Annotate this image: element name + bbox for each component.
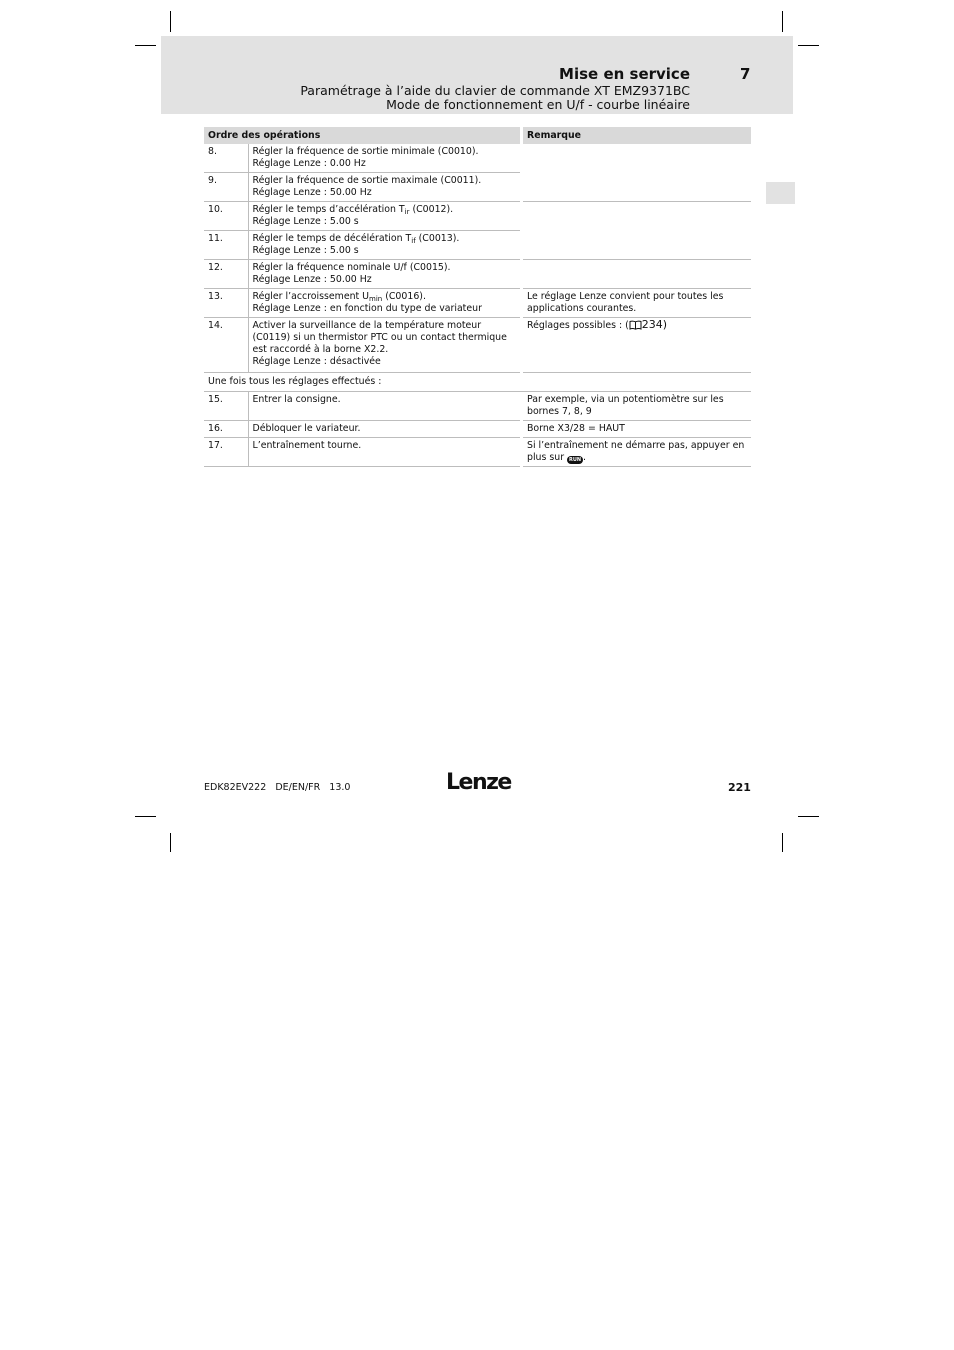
column-header-remark: Remarque xyxy=(523,127,751,144)
step-remark xyxy=(523,202,751,260)
lenze-logo: Lenze xyxy=(446,770,511,795)
crop-mark xyxy=(135,816,156,817)
step-number: 12. xyxy=(204,260,248,289)
chapter-number: 7 xyxy=(740,65,751,83)
book-icon xyxy=(629,320,642,330)
crop-mark xyxy=(798,816,819,817)
section-subtitle: Mode de fonctionnement en U/f - courbe linéaire xyxy=(386,97,690,112)
operations-table xyxy=(204,127,751,467)
crop-mark xyxy=(170,833,171,852)
section-subtitle: Paramétrage à l’aide du clavier de commande XT EMZ9371BC xyxy=(300,83,690,98)
step-operation: Activer la surveillance de la température moteur (C0119) si un thermistor PTC ou un contact thermique est raccordé à la borne X2.2. Réglage Lenze : désactivée xyxy=(248,318,520,373)
step-operation: Régler le temps de décélération $T_{if}$ (C0013). Réglage Lenze : 5.00 s xyxy=(248,231,520,260)
crop-mark xyxy=(782,833,783,852)
step-operation: L’entraînement tourne. xyxy=(248,438,520,467)
step-number: 11. xyxy=(204,231,248,260)
page-number: 221 xyxy=(728,781,751,794)
step-remark: Par exemple, via un potentiomètre sur les bornes 7, 8, 9 xyxy=(523,392,751,421)
table-note-row xyxy=(204,373,751,392)
crop-mark xyxy=(170,11,171,32)
step-remark: Borne X3/28 = HAUT xyxy=(523,421,751,438)
document-reference: EDK82EV222 DE/EN/FR 13.0 xyxy=(204,782,351,793)
step-number: 16. xyxy=(204,421,248,438)
table-row xyxy=(204,318,751,373)
step-operation: Régler le temps d’accélération $T_{ir}$ (C0012). Réglage Lenze : 5.00 s xyxy=(248,202,520,231)
step-remark: Réglages possibles : ( 234) xyxy=(523,318,751,373)
column-header-operations: Ordre des opérations xyxy=(204,127,520,144)
step-number: 9. xyxy=(204,173,248,202)
step-number: 8. xyxy=(204,144,248,173)
step-remark xyxy=(523,144,751,202)
step-number: 17. xyxy=(204,438,248,467)
table-row xyxy=(204,392,751,421)
step-number: 15. xyxy=(204,392,248,421)
step-remark: Le réglage Lenze convient pour toutes les applications courantes. xyxy=(523,289,751,318)
step-number: 14. xyxy=(204,318,248,373)
table-note: Une fois tous les réglages effectués : xyxy=(204,373,751,392)
step-remark: Si l’entraînement ne démarre pas, appuyer en plus sur RUN . xyxy=(523,438,751,467)
step-operation: Régler la fréquence de sortie maximale (C0011). Réglage Lenze : 50.00 Hz xyxy=(248,173,520,202)
table-header-row xyxy=(204,127,751,144)
step-operation: Entrer la consigne. xyxy=(248,392,520,421)
crop-mark xyxy=(798,45,819,46)
crop-mark xyxy=(782,11,783,32)
table-row xyxy=(204,202,751,231)
step-number: 13. xyxy=(204,289,248,318)
step-number: 10. xyxy=(204,202,248,231)
chapter-side-tab xyxy=(766,182,795,204)
table-row xyxy=(204,289,751,318)
chapter-title: Mise en service xyxy=(559,65,690,83)
table-row xyxy=(204,144,751,173)
table-row xyxy=(204,421,751,438)
run-key-icon: RUN xyxy=(568,457,582,463)
step-operation: Régler la fréquence de sortie minimale (C0010). Réglage Lenze : 0.00 Hz xyxy=(248,144,520,173)
table-row xyxy=(204,260,751,289)
table-row xyxy=(204,438,751,467)
step-operation: Régler l’accroissement $U_{min}$ (C0016). Réglage Lenze : en fonction du type de variateur xyxy=(248,289,520,318)
step-remark xyxy=(523,260,751,289)
step-operation: Débloquer le variateur. xyxy=(248,421,520,438)
step-operation: Régler la fréquence nominale U/f (C0015). Réglage Lenze : 50.00 Hz xyxy=(248,260,520,289)
crop-mark xyxy=(135,45,156,46)
